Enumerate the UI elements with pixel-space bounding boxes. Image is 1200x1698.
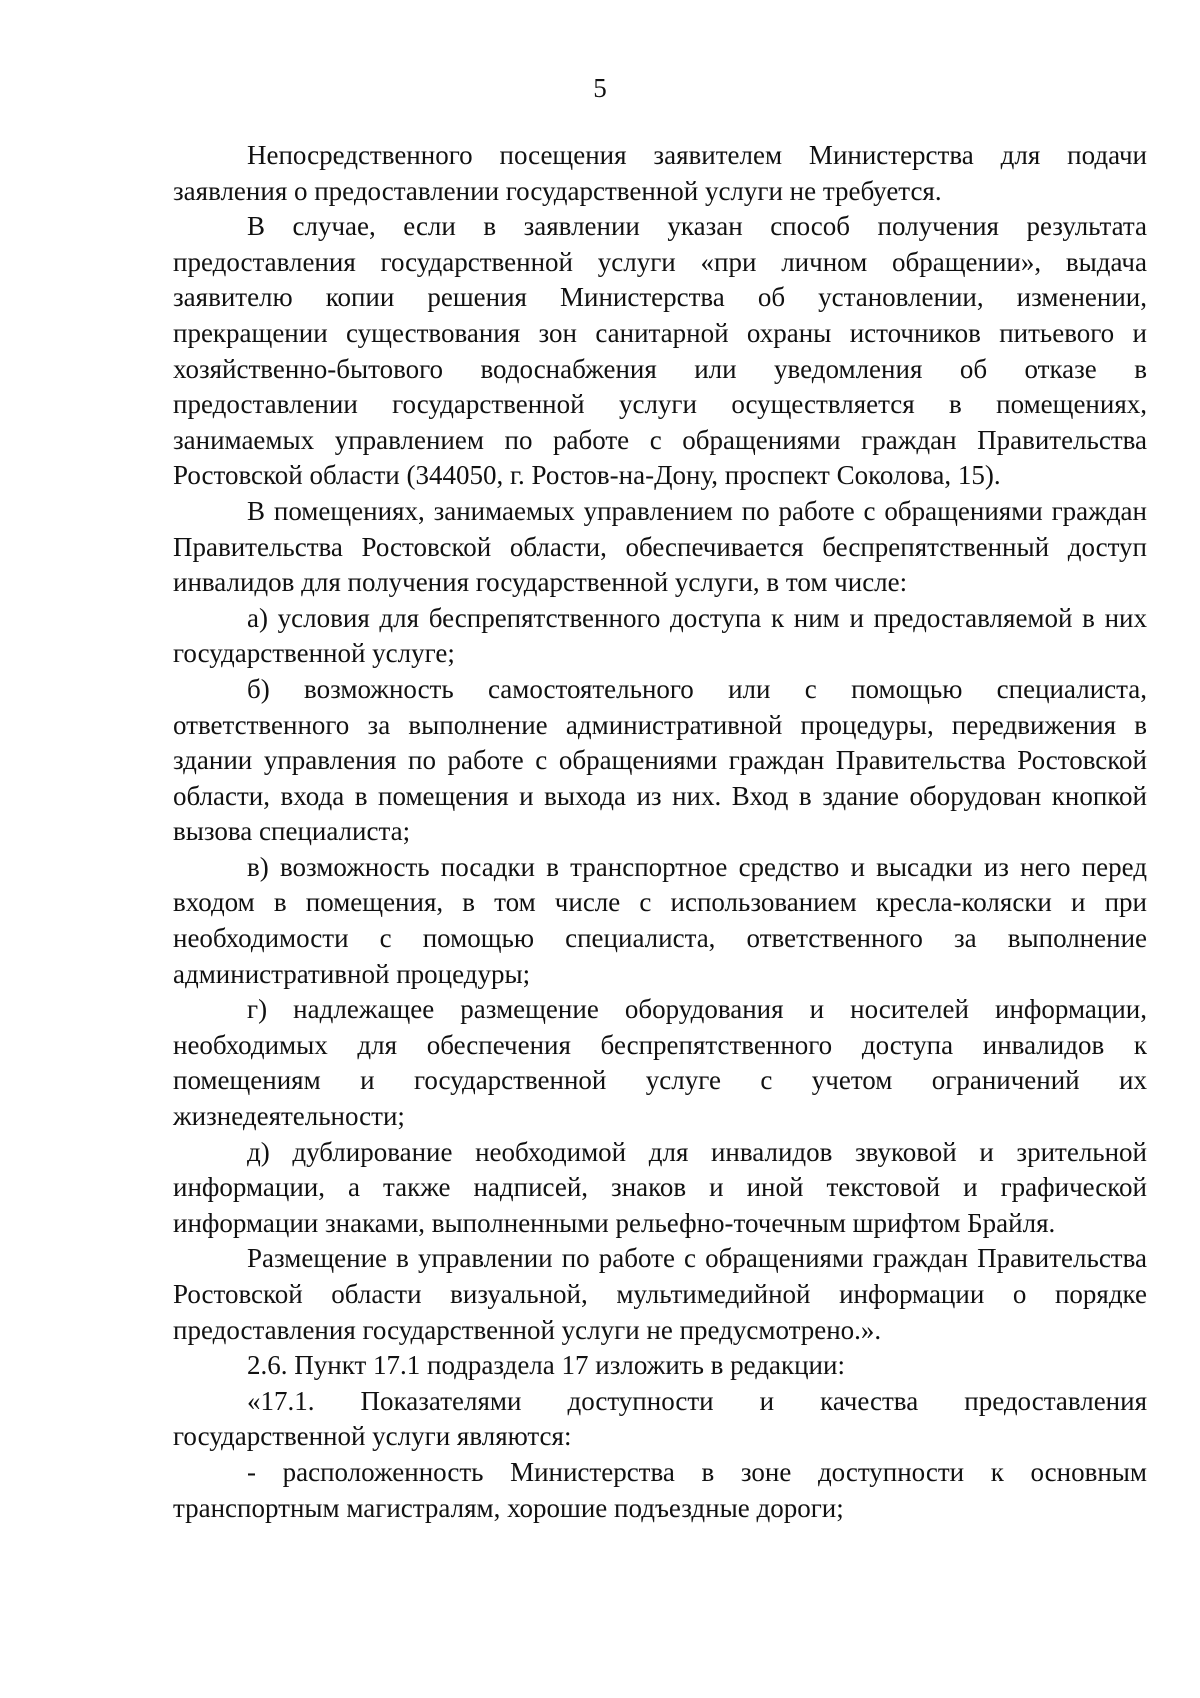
paragraph-accessibility-intro: В помещениях, занимаемых управлением по работе с обращениями граждан Правительства Ростовской области, обеспечивается беспрепятственный доступ инвалидов для получения государственной услуги, в том числе: bbox=[173, 495, 1147, 598]
page-number: 5 bbox=[593, 73, 607, 103]
paragraph-amendment-2-6: 2.6. Пункт 17.1 подраздела 17 изложить в редакции: bbox=[247, 1350, 845, 1381]
list-item-d: д) дублирование необходимой для инвалидов звуковой и зрительной информации, а также надписей, знаков и иной текстовой и графической информации знаками, выполненными рельефно-точечным шрифтом Брайля. bbox=[173, 1136, 1147, 1238]
list-item-a: а) условия для беспрепятственного доступа к ним и предоставляемой в них государственной услуге; bbox=[173, 602, 1147, 669]
document-body bbox=[173, 138, 1147, 1526]
list-item-g: г) надлежащее размещение оборудования и носителей информации, необходимых для обеспечения беспрепятственного доступа инвалидов к помещениям и государственной услуге с учетом ограничений их жизнедеятельности; bbox=[173, 994, 1147, 1132]
list-item-v: в) возможность посадки в транспортное средство и высадки из него перед входом в помещения, в том числе с использованием кресла-коляски и при необходимости с помощью специалиста, ответственного за выполнение административной процедуры; bbox=[173, 851, 1147, 989]
paragraph-no-visit-required: Непосредственного посещения заявителем Министерства для подачи заявления о предоставлении государственной услуги не требуется. bbox=[173, 140, 1147, 206]
list-item-location-accessibility: - расположенность Министерства в зоне доступности к основным транспортным магистралям, хорошие подъездные дороги; bbox=[173, 1456, 1147, 1523]
paragraph-in-person-delivery: В случае, если в заявлении указан способ получения результата предоставления государственной услуги «при личном обращении», выдача заявителю копии решения Министерства об установлении, изменении, прекращении существования зон санитарной охраны источников питьевого и хозяйственно-бытового водоснабжения или уведомления об отказе в предоставлении государственной услуги осуществляется в помещениях, занимаемых управлением по работе с обращениями граждан Правительства Ростовской области (344050, г. Ростов-на-Дону, проспект Соколова, 15). bbox=[173, 211, 1147, 491]
list-item-b: б) возможность самостоятельного или с помощью специалиста, ответственного за выполнение административной процедуры, передвижения в здании управления по работе с обращениями граждан Правительства Ростовской области, входа в помещения и выхода из них. Вход в здание оборудован кнопкой вызова специалиста; bbox=[173, 673, 1147, 847]
paragraph-multimedia-not-provided: Размещение в управлении по работе с обращениями граждан Правительства Ростовской области визуальной, мультимедийной информации о порядке предоставления государственной услуги не предусмотрено.». bbox=[173, 1243, 1147, 1345]
paragraph-indicators-17-1: «17.1. Показателями доступности и качества предоставления государственной услуги являются: bbox=[173, 1385, 1147, 1452]
